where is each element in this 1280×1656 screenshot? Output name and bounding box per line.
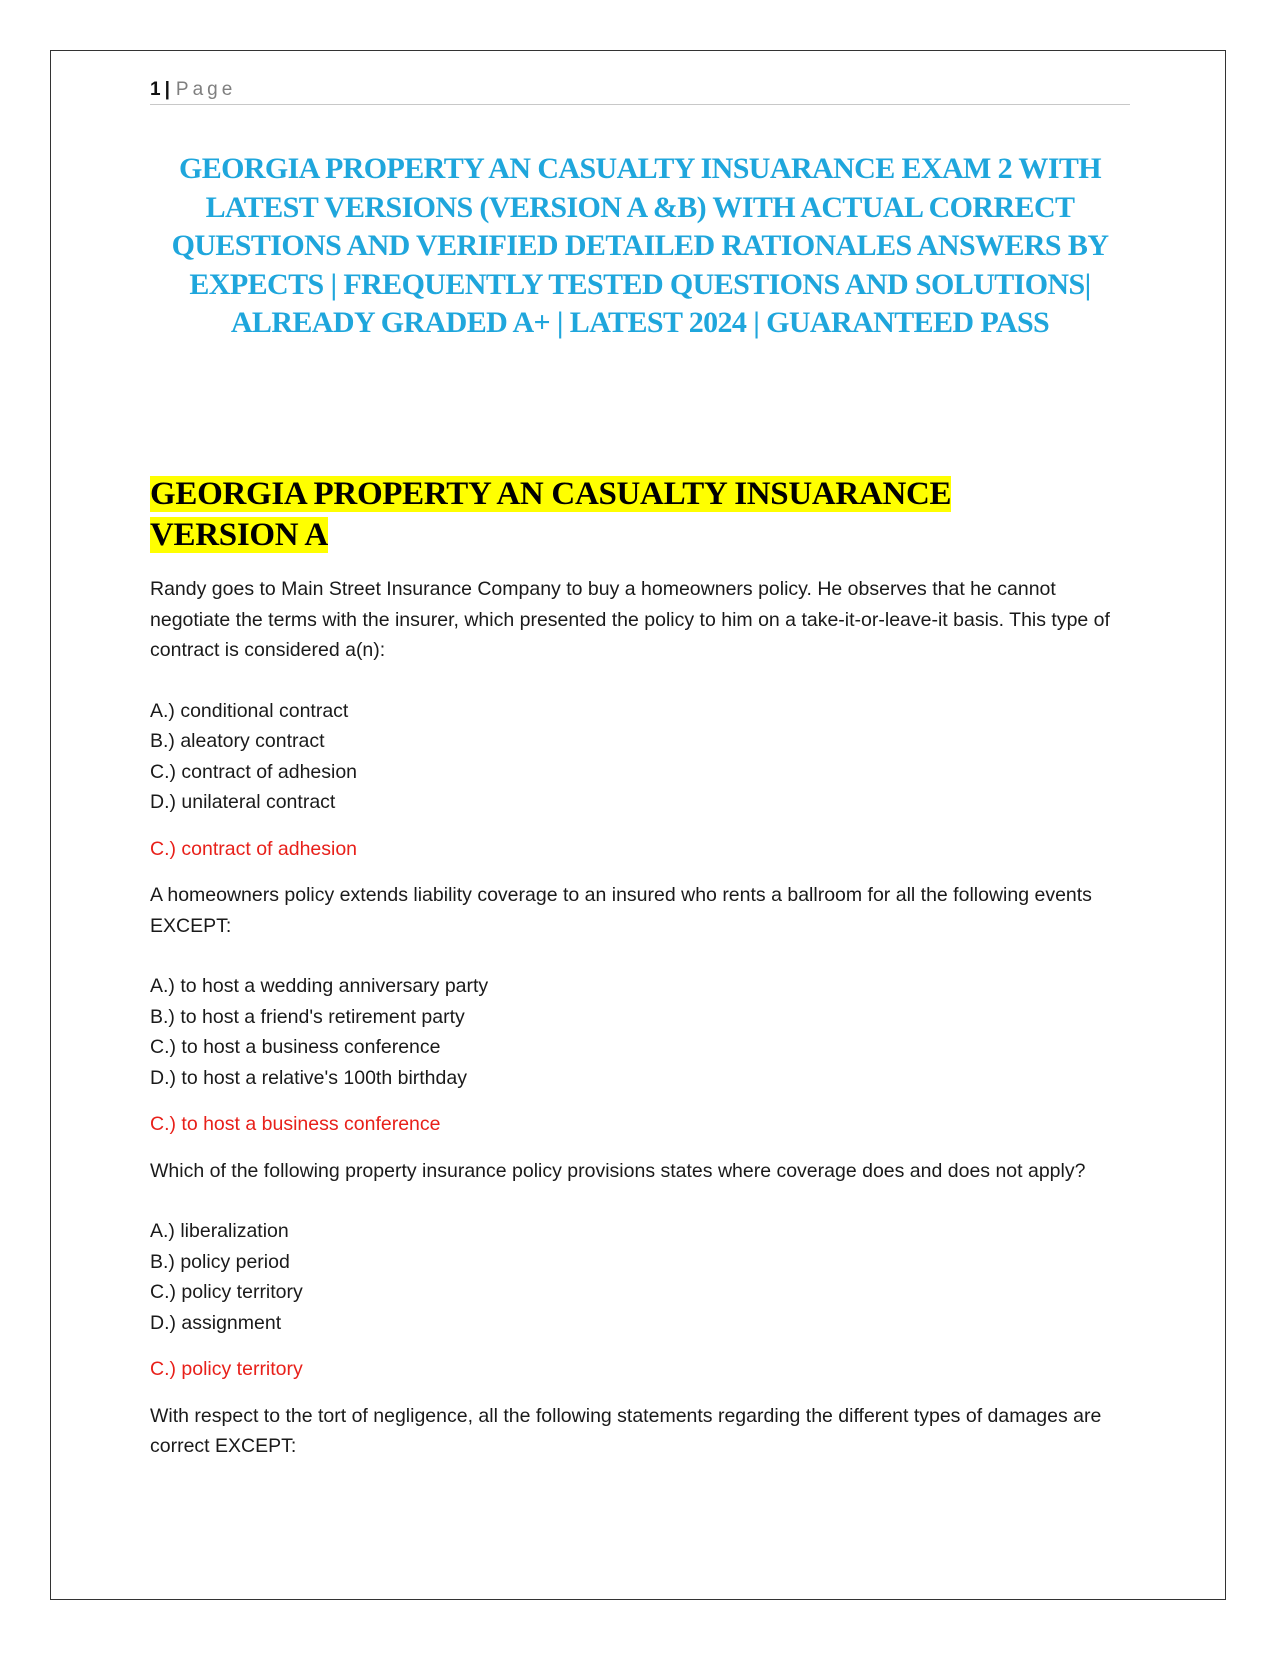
option-a: A.) to host a wedding anniversary party bbox=[150, 975, 489, 997]
question-block bbox=[150, 1401, 1140, 1462]
question-list bbox=[150, 574, 1140, 1492]
option-a: A.) liberalization bbox=[150, 1220, 289, 1242]
question-block bbox=[150, 880, 1140, 1140]
correct-answer: C.) contract of adhesion bbox=[150, 837, 358, 860]
question-text: Randy goes to Main Street Insurance Company to buy a homeowners policy. He observes that he cannot negotiate the terms with the insurer, which presented the policy to him on a take-it-or-leave-it basis. This type of contract is considered a(n): bbox=[150, 578, 1110, 661]
option-list bbox=[150, 696, 1140, 818]
question-text: With respect to the tort of negligence, all the following statements regarding the different types of damages are correct EXCEPT: bbox=[150, 1404, 1102, 1457]
option-d: D.) unilateral contract bbox=[150, 791, 336, 813]
question-text: Which of the following property insurance policy provisions states where coverage does and does not apply? bbox=[150, 1159, 1086, 1182]
page-label: Page bbox=[175, 79, 237, 100]
option-b: B.) aleatory contract bbox=[150, 730, 325, 752]
option-b: B.) policy period bbox=[150, 1250, 290, 1273]
page-header bbox=[150, 78, 1130, 105]
option-c: C.) policy territory bbox=[150, 1281, 303, 1303]
option-d: D.) assignment bbox=[150, 1311, 282, 1334]
question-block bbox=[150, 574, 1140, 864]
option-c: C.) to host a business conference bbox=[150, 1036, 441, 1058]
document-title: GEORGIA PROPERTY AN CASUALTY INSUARANCE EXAM 2 WITH LATEST VERSIONS (VERSION A &B) WITH ACTUAL CORRECT QUESTIONS AND VERIFIED DETAILED RATIONALES ANSWERS BY EXPECTS | FREQUENTLY TESTED QUESTIONS AND SOLUTIONS| ALREADY GRADED A+ | LATEST 2024 | GUARANTEED PASS bbox=[171, 152, 1109, 339]
section-heading-text: GEORGIA PROPERTY AN CASUALTY INSUARANCE VERSION A bbox=[150, 476, 952, 553]
option-b: B.) to host a friend's retirement party bbox=[150, 1005, 465, 1028]
option-list bbox=[150, 1216, 1140, 1338]
option-c: C.) contract of adhesion bbox=[150, 760, 358, 783]
section-heading bbox=[150, 474, 1050, 556]
correct-answer: C.) to host a business conference bbox=[150, 1113, 441, 1135]
option-d: D.) to host a relative's 100th birthday bbox=[150, 1066, 467, 1089]
page-separator: | bbox=[164, 79, 170, 100]
correct-answer: C.) policy territory bbox=[150, 1358, 303, 1380]
question-block bbox=[150, 1156, 1140, 1385]
option-a: A.) conditional contract bbox=[150, 699, 349, 722]
question-text: A homeowners policy extends liability coverage to an insured who rents a ballroom for all the following events EXCEPT: bbox=[150, 884, 1092, 937]
option-list bbox=[150, 971, 1140, 1093]
page-number: 1 bbox=[150, 79, 161, 100]
